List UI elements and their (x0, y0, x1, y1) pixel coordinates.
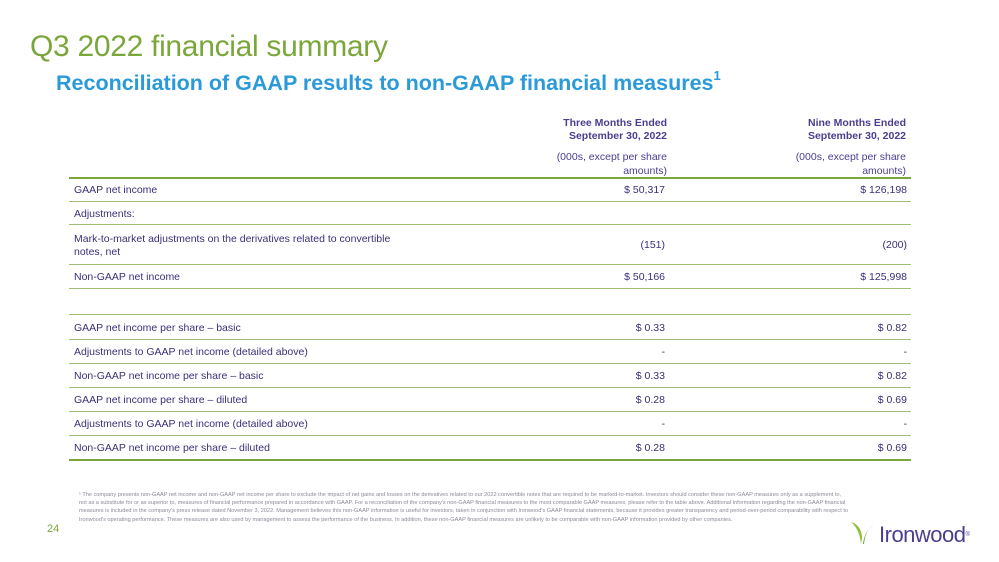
table-row (69, 202, 911, 225)
column-heading-line2: September 30, 2022 (568, 130, 667, 142)
row-label-line1: Mark-to-market adjustments on the derivatives related to convertible (74, 233, 391, 245)
row-label: GAAP net income (74, 184, 158, 196)
page-number: 24 (47, 523, 60, 535)
row-value-three-months: $ 0.28 (635, 442, 665, 454)
row-value-nine-months: - (903, 418, 907, 430)
units-line1: (000s, except per share (556, 151, 667, 163)
table-row (69, 225, 911, 265)
row-label: GAAP net income per share – diluted (74, 394, 248, 406)
row-label (74, 233, 390, 259)
logo-wordmark: Ironwood (879, 521, 966, 547)
row-value-three-months: $ 0.28 (635, 394, 665, 406)
subtitle-text: Reconciliation of GAAP results to non-GAAP financial measures (56, 71, 714, 95)
row-value-nine-months: $ 125,998 (860, 271, 907, 283)
row-value-three-months: $ 50,166 (624, 271, 665, 283)
row-value-three-months: $ 0.33 (635, 322, 665, 334)
table-row (69, 340, 911, 364)
units-line2: amounts) (623, 165, 667, 177)
row-value-nine-months: - (903, 346, 907, 358)
table-row (69, 388, 911, 412)
row-value-three-months: $ 0.33 (635, 370, 665, 382)
row-value-three-months: - (661, 346, 665, 358)
column-heading-line1: Three Months Ended (563, 117, 667, 129)
column-units-nine-months (700, 150, 906, 178)
column-units-three-months (480, 150, 667, 178)
row-label-line2: notes, net (74, 246, 121, 258)
row-label: GAAP net income per share – basic (74, 322, 241, 334)
row-value-three-months: - (661, 418, 665, 430)
reconciliation-table (69, 178, 911, 461)
row-value-nine-months: $ 0.69 (877, 394, 907, 406)
ironwood-logo (848, 518, 970, 551)
table-row (69, 265, 911, 289)
column-heading-line2: September 30, 2022 (807, 130, 906, 142)
row-label: Non-GAAP net income (74, 271, 181, 283)
row-value-nine-months: $ 0.82 (877, 370, 907, 382)
page-title: Q3 2022 financial summary (30, 30, 388, 63)
units-line2: amounts) (862, 165, 906, 177)
row-label: Non-GAAP net income per share – diluted (74, 442, 270, 454)
row-label: Adjustments: (74, 208, 135, 220)
table-row (69, 315, 911, 340)
registered-mark: ® (965, 531, 970, 538)
row-label: Adjustments to GAAP net income (detailed above) (74, 346, 308, 358)
leaf-sprout-icon (848, 518, 876, 551)
table-row (69, 178, 911, 202)
row-value-nine-months: $ 0.69 (877, 442, 907, 454)
row-value-nine-months: (200) (882, 239, 907, 251)
row-value-nine-months: $ 126,198 (860, 184, 907, 196)
footnote: ¹ The company presents non-GAAP net income and non-GAAP net income per share to exclude the impact of net gains and losses on the derivatives related to our 2022 convertible notes that are required to be marked-to-market. Investors should consider these non-GAAP measures only as a supplement to, not as a substitute for or as superior to, measures of financial performance prepared in accordance with GAAP. For a reconciliation of the company's non-GAAP financial measures to the most comparable GAAP measures, please refer to the table above. Additional information regarding the non-GAAP financial measures is included in the company's press release dated November 3, 2022. Management believes this non-GAAP information is useful for investors, taken in conjunction with Ironwood's GAAP financial statements, because it provides greater transparency and period-over-period comparability with respect to Ironwood's operating performance. These measures are also used by management to assess the performance of the business. In addition, these non-GAAP financial measures are unlikely to be comparable with non-GAAP information provided by other companies. (79, 492, 848, 523)
row-value-nine-months: $ 0.82 (877, 322, 907, 334)
column-heading-line1: Nine Months Ended (808, 117, 906, 129)
table-row (69, 364, 911, 388)
row-label: Non-GAAP net income per share – basic (74, 370, 264, 382)
row-value-three-months: $ 50,317 (624, 184, 665, 196)
table-row (69, 436, 911, 461)
table-spacer-row (69, 289, 911, 315)
table-row (69, 412, 911, 436)
page-subtitle (56, 68, 721, 96)
column-header-three-months (480, 117, 667, 143)
row-value-three-months: (151) (640, 239, 665, 251)
footnote-mark: 1 (713, 68, 721, 83)
column-header-nine-months (700, 117, 906, 143)
row-label: Adjustments to GAAP net income (detailed above) (74, 418, 308, 430)
units-line1: (000s, except per share (795, 151, 906, 163)
